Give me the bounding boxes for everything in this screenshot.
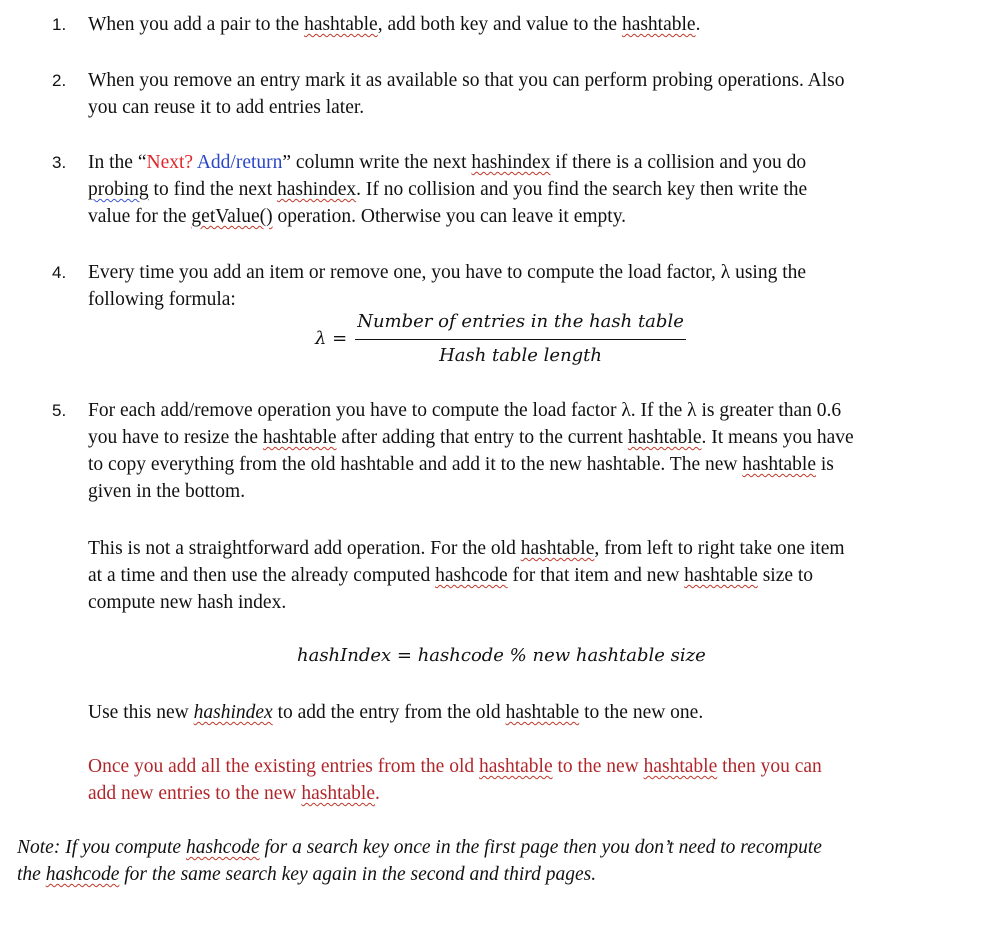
text-line: to copy everything from the old hashtable and add it to the new hashtable. The new hashtable is	[88, 454, 834, 475]
text-line: When you add a pair to the hashtable, add both key and value to the hashtable.	[88, 14, 701, 35]
formula-numerator: Number of entries in the hash table	[355, 308, 686, 340]
text-line: In the “Next? Add/return” column write the next hashindex if there is a collision and you do	[88, 152, 807, 173]
text-line: Use this new hashindex to add the entry from the old hashtable to the new one.	[88, 702, 704, 723]
list-text	[88, 67, 958, 121]
spell-flagged-word: hashindex	[193, 702, 273, 723]
text-line: at a time and then use the already computed hashcode for that item and new hashtable size to	[88, 565, 814, 586]
list-text	[88, 397, 958, 505]
list-number: 5.	[52, 401, 67, 420]
spell-flagged-word: hashcode	[435, 565, 508, 586]
spell-flagged-word: hashtable	[478, 756, 553, 777]
spell-flagged-word: hashtable	[505, 702, 580, 723]
note-paragraph	[17, 834, 957, 888]
spell-flagged-word: hashtable	[520, 538, 595, 559]
list-number: 2.	[52, 71, 67, 90]
resize-explanation-paragraph	[88, 535, 958, 616]
formula-fraction	[355, 308, 686, 369]
text-line: you have to resize the hashtable after adding that entry to the current hashtable. It means you have	[88, 427, 854, 448]
list-number: 4.	[52, 263, 67, 282]
text-line: Once you add all the existing entries from the old hashtable to the new hashtable then you can	[88, 756, 822, 777]
spell-flagged-word: hashtable	[742, 454, 816, 475]
text-line: For each add/remove operation you have to compute the load factor λ. If the λ is greater than 0.6	[88, 400, 842, 421]
spell-flagged-word: hashcode	[185, 837, 260, 858]
formula-denominator: Hash table length	[439, 345, 603, 366]
spell-flagged-word: hashtable	[621, 14, 696, 35]
text-line: Note: If you compute hashcode for a search key once in the first page then you don’t need to recompute	[17, 837, 822, 858]
spell-flagged-word: hashindex	[277, 179, 357, 200]
text-line: given in the bottom.	[88, 481, 246, 502]
spell-flagged-word: hashtable	[304, 14, 378, 35]
text-line: following formula:	[88, 289, 236, 310]
text-line: Every time you add an item or remove one, you have to compute the load factor, λ using the	[88, 262, 807, 283]
spell-flagged-word: getValue()	[191, 206, 273, 227]
load-factor-formula	[315, 308, 686, 369]
formula-lhs: λ =	[315, 328, 348, 349]
text-line: This is not a straightforward add operation. For the old hashtable, from left to right take one item	[88, 538, 845, 559]
spell-flagged-word: hashcode	[45, 864, 120, 885]
list-text	[88, 11, 958, 38]
spell-flagged-word: hashtable	[684, 565, 758, 586]
spell-flagged-word: hashtable	[301, 783, 375, 804]
spell-flagged-word: hashtable	[262, 427, 337, 448]
spell-flagged-word: hashindex	[471, 152, 551, 173]
spell-flagged-word: hashtable	[643, 756, 718, 777]
list-number: 1.	[52, 15, 67, 34]
spell-flagged-word: hashtable	[627, 427, 702, 448]
hash-index-formula: hashIndex = hashcode % new hashtable size	[297, 645, 706, 666]
text-line: When you remove an entry mark it as available so that you can perform probing operations. Also	[88, 70, 845, 91]
use-hashindex-paragraph	[88, 699, 958, 726]
list-text	[88, 149, 958, 230]
text-line: you can reuse it to add entries later.	[88, 97, 365, 118]
add-new-entries-paragraph	[88, 753, 958, 807]
list-text	[88, 259, 958, 313]
text-line: value for the getValue() operation. Otherwise you can leave it empty.	[88, 206, 627, 227]
grammar-flagged-word: probing	[88, 179, 149, 200]
text-line: add new entries to the new hashtable.	[88, 783, 380, 804]
column-name-next: Next?	[146, 152, 197, 173]
column-name-add-return: Add/return	[196, 152, 283, 173]
list-number: 3.	[52, 153, 67, 172]
text-line: compute new hash index.	[88, 592, 287, 613]
text-line: the hashcode for the same search key again in the second and third pages.	[17, 864, 597, 885]
text-line: probing to find the next hashindex. If no collision and you find the search key then write the	[88, 179, 808, 200]
